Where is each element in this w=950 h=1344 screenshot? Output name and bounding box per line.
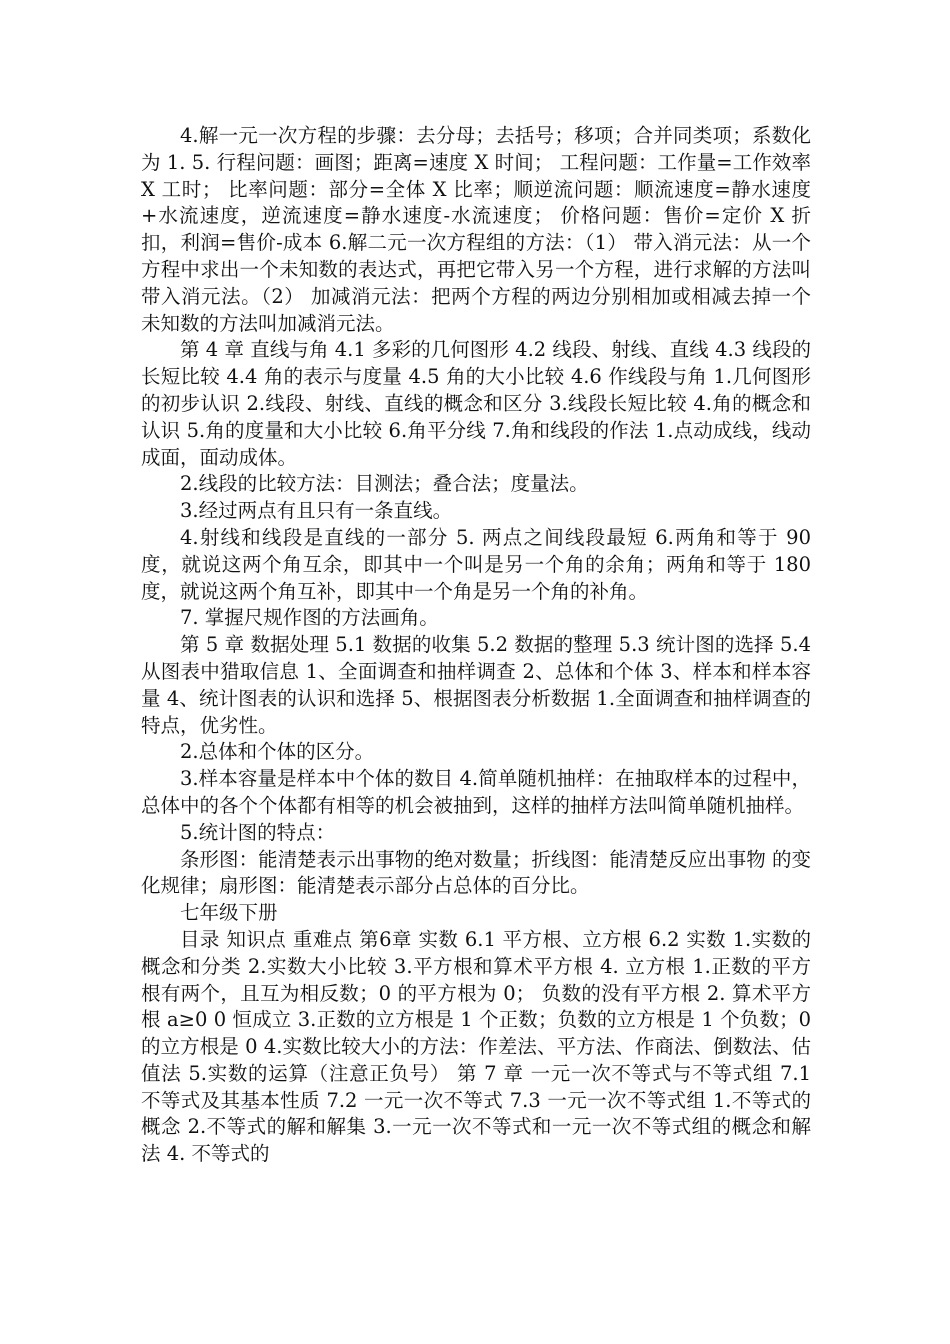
paragraph-compass-construction: 7. 掌握尺规作图的方法画角。: [180, 606, 439, 630]
paragraph-grade7-second-volume: 七年级下册: [180, 901, 278, 925]
paragraph-chapter-5: 第 5 章 数据处理 5.1 数据的收集 5.2 数据的整理 5.3 统计图的选择 5.4 从图表中猎取信息 1、全面调查和抽样调查 2、总体和个体 3、样本和样本容量 4、统计图表的认识和选择 5、根据图表分析数据 1.全面调查和抽样调查的特点，优劣性。: [141, 633, 811, 737]
paragraph-ray-segment-angles: 4.射线和线段是直线的一部分 5. 两点之间线段最短 6.两角和等于 90 度，就说这两个角互余，即其中一个叫是另一个角的余角；两角和等于 180 度，就说这两个角互补，即其中一个角是另一个角的补角。: [141, 525, 811, 603]
paragraph-contents-chapter-6-7: 目录 知识点 重难点 第6章 实数 6.1 平方根、立方根 6.2 实数 1.实数的概念和分类 2.实数大小比较 3.平方根和算术平方根 4. 立方根 1.正数的平方根有两个，且互为相反数；0 的平方根为 0； 负数的没有平方根 2. 算术平方根 a≥0 0 恒成立 3.正数的立方根是 1 个正数；负数的立方根是 1 个负数；0的立方根是 0 4.实数比较大小的方法：作差法、平方法、作商法、倒数法、估值法 5.实数的运算（注意正负号） 第 7 章 一元一次不等式与不等式组 7.1 不等式及其基本性质 7.2 一元一次不等式 7.3 一元一次不等式组 1.不等式的概念 2.不等式的解和解集 3.一元一次不等式和一元一次不等式组的概念和解法 4. 不等式的: [141, 927, 811, 1166]
paragraph-sample-size: 3.样本容量是样本中个体的数目 4.简单随机抽样：在抽取样本的过程中，总体中的各个个体都有相等的机会被抽到，这样的抽样方法叫简单随机抽样。: [141, 767, 811, 817]
paragraph-two-points-line: 3.经过两点有且只有一条直线。: [180, 499, 453, 523]
paragraph-chart-types: 条形图：能清楚表示出事物的绝对数量；折线图：能清楚反应出事物 的变化规律；扇形图：能清楚表示部分占总体的百分比。: [141, 847, 811, 898]
paragraph-equation-steps: 4.解一元一次方程的步骤：去分母；去括号；移项；合并同类项；系数化为 1. 5. 行程问题：画图；距离=速度 X 时间； 工程问题：工作量=工作效率 X 工时； 比率问题：部分=全体 X 比率；顺逆流问题：顺流速度=静水速度+水流速度，逆流速度=静水速度-水流速度； 价格问题：售价=定价 X 折扣，利润=售价-成本 6.解二元一次方程组的方法：（1） 带入消元法：从一个方程中求出一个未知数的表达式，再把它带入另一个方程，进行求解的方法叫带入消元法。（2） 加减消元法：把两个方程的两边分别相加或相减去掉一个未知数的方法叫加减消元法。: [141, 124, 811, 335]
body-text: [141, 123, 811, 1168]
paragraph-segment-comparison: 2.线段的比较方法：目测法；叠合法；度量法。: [180, 472, 589, 496]
paragraph-chapter-4: 第 4 章 直线与角 4.1 多彩的几何图形 4.2 线段、射线、直线 4.3 线段的长短比较 4.4 角的表示与度量 4.5 角的大小比较 4.6 作线段与角 1.几何图形的初步认识 2.线段、射线、直线的概念和区分 3.线段长短比较 4.角的概念和认识 5.角的度量和大小比较 6.角平分线 7.角和线段的作法 1.点动成线，线动成面，面动成体。: [141, 338, 811, 469]
paragraph-chart-features: 5.统计图的特点：: [180, 820, 336, 844]
paragraph-population-individual: 2.总体和个体的区分。: [180, 740, 375, 764]
